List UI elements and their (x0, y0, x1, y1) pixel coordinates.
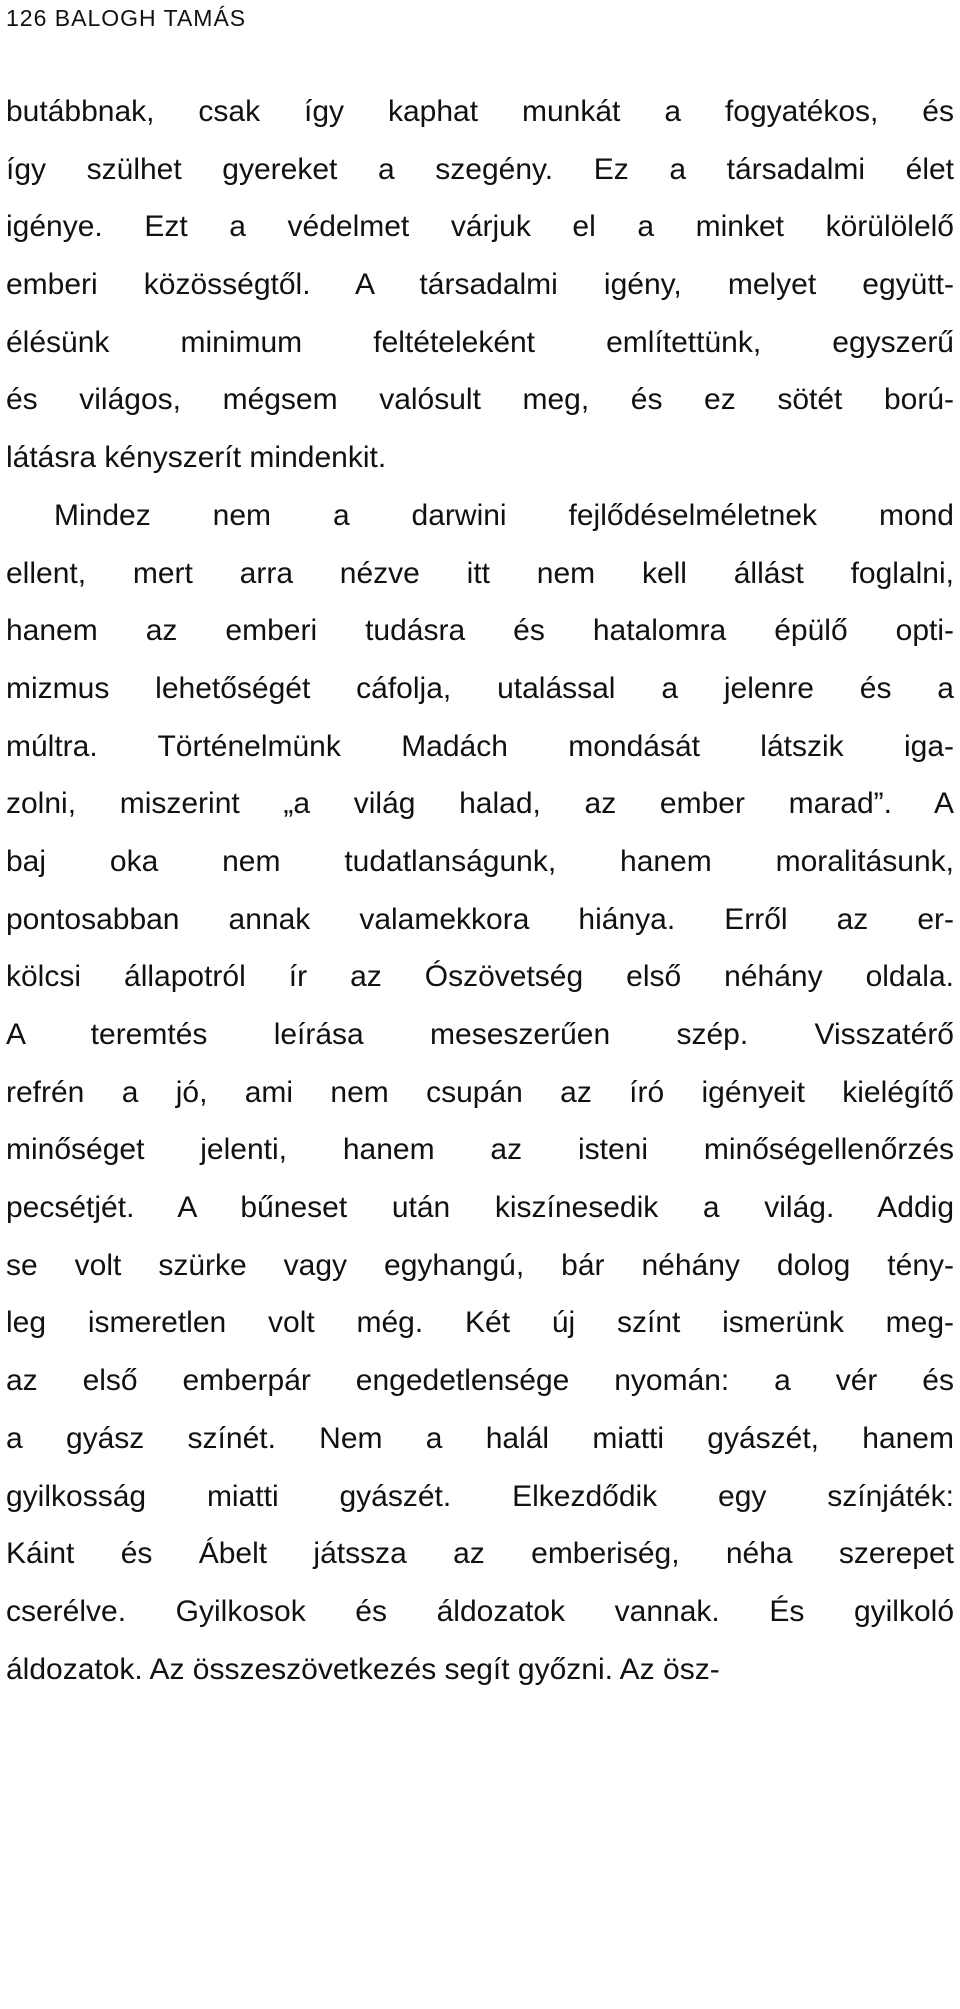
text-line: pecsétjét. A bűneset után kiszínesedik a világ. Addig (6, 1191, 954, 1225)
text-line: butábbnak, csak így kaphat munkát a fogyatékos, és (6, 95, 954, 128)
text-line: ellent, mert arra nézve itt nem kell állást foglalni, (6, 556, 954, 590)
text-line: baj oka nem tudatlanságunk, hanem moralitásunk, (6, 844, 954, 878)
text-line: kölcsi állapotról ír az Ószövetség első néhány oldala. (6, 960, 954, 994)
text-line: az első emberpár engedetlensége nyomán: a vér és (6, 1364, 954, 1398)
text-line: hanem az emberi tudásra és hatalomra épülő opti- (6, 614, 954, 648)
text-line: minőséget jelenti, hanem az isteni minőségellenőrzés (6, 1133, 954, 1167)
running-header: 126 BALOGH TAMÁS (6, 5, 247, 31)
text-line: igénye. Ezt a védelmet várjuk el a minket körülölelő (6, 210, 954, 244)
paragraph-start-line: Mindez nem a darwini fejlődéselméletnek mond (54, 498, 954, 532)
text-line: és világos, mégsem valósult meg, és ez sötét ború- (6, 383, 954, 417)
text-line: refrén a jó, ami nem csupán az író igényeit kielégítő (6, 1075, 954, 1109)
paragraph-end-line: látásra kényszerít mindenkit. (6, 441, 387, 475)
text-line: A teremtés leírása meseszerűen szép. Visszatérő (6, 1018, 954, 1051)
text-line: emberi közösségtől. A társadalmi igény, melyet együtt- (6, 268, 954, 302)
text-line: így szülhet gyereket a szegény. Ez a társadalmi élet (6, 152, 954, 186)
body-text (6, 95, 954, 1710)
text-line: zolni, miszerint „a világ halad, az ember marad”. A (6, 787, 954, 821)
text-line: élésünk minimum feltételeként említettünk, egyszerű (6, 325, 954, 359)
text-line: leg ismeretlen volt még. Két új színt ismerünk meg- (6, 1306, 954, 1340)
text-line: gyilkosság miatti gyászét. Elkezdődik egy színjáték: (6, 1479, 954, 1513)
text-line: mizmus lehetőségét cáfolja, utalással a jelenre és a (6, 671, 954, 705)
text-line: a gyász színét. Nem a halál miatti gyászét, hanem (6, 1421, 954, 1455)
text-line: se volt szürke vagy egyhangú, bár néhány dolog tény- (6, 1248, 954, 1282)
text-line: múltra. Történelmünk Madách mondását látszik iga- (6, 729, 954, 763)
text-line: pontosabban annak valamekkora hiánya. Erről az er- (6, 902, 954, 936)
text-line: áldozatok. Az összeszövetkezés segít győzni. Az ösz- (6, 1652, 720, 1686)
text-line: cserélve. Gyilkosok és áldozatok vannak. És gyilkoló (6, 1594, 954, 1628)
text-line: Káint és Ábelt játssza az emberiség, néha szerepet (6, 1537, 954, 1571)
